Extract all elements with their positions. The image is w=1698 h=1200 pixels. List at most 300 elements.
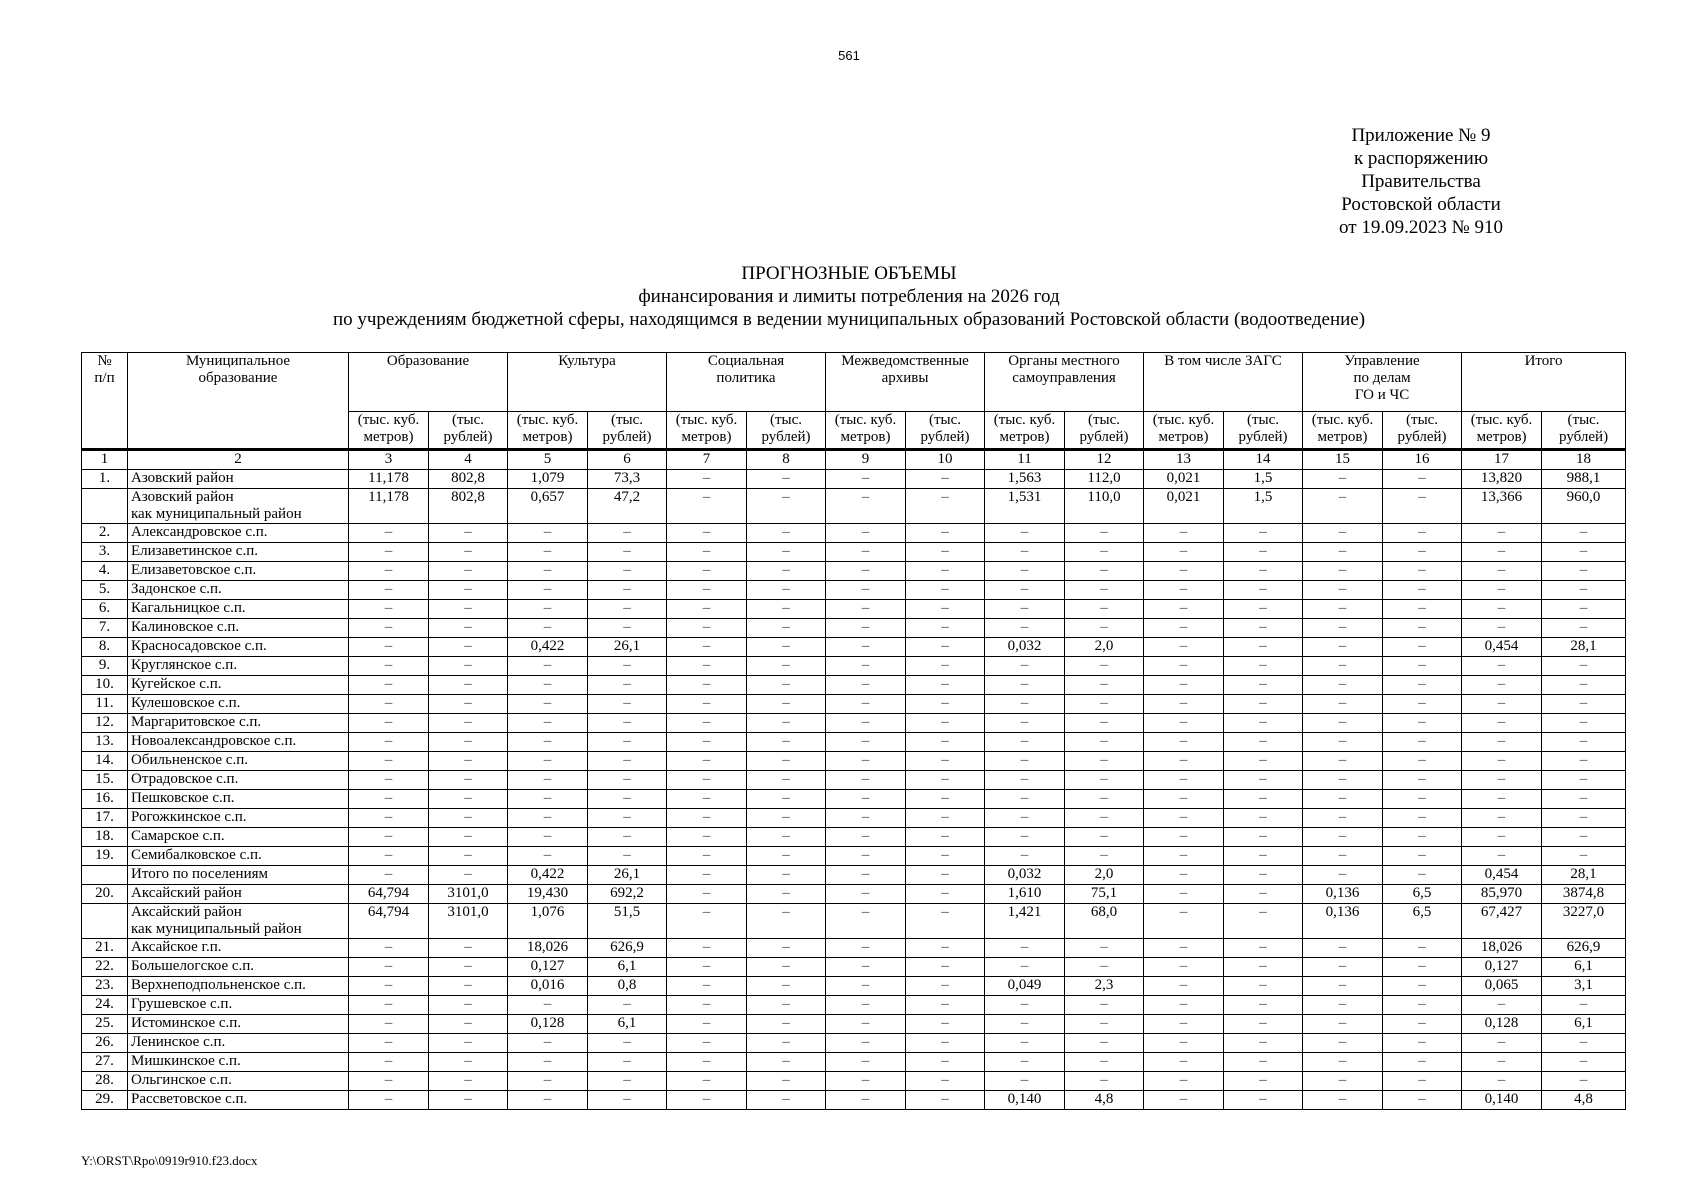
- title-line: финансирования и лимиты потребления на 2026 год: [638, 286, 1060, 307]
- value-cell: –: [588, 657, 667, 676]
- value-cell: –: [826, 695, 906, 714]
- value-cell: –: [747, 866, 826, 885]
- footer-file-path: Y:\ORST\Rpo\0919r910.f23.docx: [81, 1153, 258, 1168]
- value-cell: –: [429, 847, 508, 866]
- row-number: 25.: [82, 1015, 128, 1034]
- value-cell: –: [429, 752, 508, 771]
- value-cell: 0,422: [508, 866, 588, 885]
- table-row: [82, 1034, 1626, 1053]
- value-cell: –: [1462, 752, 1542, 771]
- value-cell: –: [906, 958, 985, 977]
- value-cell: 0,065: [1462, 977, 1542, 996]
- forecast-table: [81, 352, 1626, 1110]
- value-cell: 85,970: [1462, 885, 1542, 904]
- municipality-name: Мишкинское с.п.: [128, 1053, 349, 1072]
- value-cell: –: [906, 847, 985, 866]
- value-cell: –: [1303, 619, 1383, 638]
- table-row: [82, 1015, 1626, 1034]
- value-cell: –: [1224, 904, 1303, 939]
- value-cell: –: [747, 524, 826, 543]
- value-cell: –: [1542, 771, 1626, 790]
- value-cell: 626,9: [588, 939, 667, 958]
- value-cell: –: [588, 714, 667, 733]
- value-cell: –: [1224, 809, 1303, 828]
- value-cell: –: [429, 771, 508, 790]
- value-cell: –: [1542, 543, 1626, 562]
- value-cell: –: [1462, 600, 1542, 619]
- value-cell: –: [667, 996, 747, 1015]
- municipality-name: Маргаритовское с.п.: [128, 714, 349, 733]
- value-cell: –: [1383, 1034, 1462, 1053]
- table-row: [82, 543, 1626, 562]
- value-cell: 0,8: [588, 977, 667, 996]
- column-number: 14: [1224, 450, 1303, 470]
- value-cell: –: [747, 733, 826, 752]
- row-number: 18.: [82, 828, 128, 847]
- row-number: 14.: [82, 752, 128, 771]
- municipality-name: Азовский район: [128, 470, 349, 489]
- value-cell: –: [906, 581, 985, 600]
- row-number: 16.: [82, 790, 128, 809]
- value-cell: –: [1542, 581, 1626, 600]
- value-cell: –: [826, 676, 906, 695]
- value-cell: –: [906, 562, 985, 581]
- value-cell: –: [1224, 885, 1303, 904]
- value-cell: –: [826, 657, 906, 676]
- value-cell: –: [1144, 562, 1224, 581]
- value-cell: –: [1462, 1034, 1542, 1053]
- value-cell: –: [429, 657, 508, 676]
- value-cell: –: [429, 714, 508, 733]
- value-cell: –: [429, 958, 508, 977]
- municipality-name: Итого по поселениям: [128, 866, 349, 885]
- unit-volume-header: (тыс. куб. метров): [1144, 412, 1224, 450]
- value-cell: –: [1144, 752, 1224, 771]
- table-row: [82, 828, 1626, 847]
- value-cell: –: [1383, 489, 1462, 524]
- value-cell: –: [985, 1072, 1065, 1091]
- value-cell: –: [1144, 977, 1224, 996]
- municipality-name: Ленинское с.п.: [128, 1034, 349, 1053]
- title-line: ПРОГНОЗНЫЕ ОБЪЕМЫ: [741, 263, 957, 284]
- table-row: [82, 958, 1626, 977]
- table-row: [82, 562, 1626, 581]
- value-cell: –: [1065, 828, 1144, 847]
- table-row: [82, 600, 1626, 619]
- value-cell: –: [1144, 714, 1224, 733]
- header-group: Культура: [508, 353, 667, 412]
- value-cell: –: [826, 1034, 906, 1053]
- value-cell: –: [1303, 771, 1383, 790]
- value-cell: –: [667, 828, 747, 847]
- value-cell: –: [349, 714, 429, 733]
- value-cell: –: [906, 489, 985, 524]
- value-cell: –: [1303, 657, 1383, 676]
- value-cell: –: [1065, 790, 1144, 809]
- value-cell: –: [747, 1053, 826, 1072]
- value-cell: –: [588, 676, 667, 695]
- value-cell: –: [1303, 958, 1383, 977]
- value-cell: –: [667, 470, 747, 489]
- value-cell: –: [1462, 524, 1542, 543]
- value-cell: –: [508, 676, 588, 695]
- value-cell: –: [1383, 733, 1462, 752]
- value-cell: –: [1065, 809, 1144, 828]
- header-group: В том числе ЗАГС: [1144, 353, 1303, 412]
- value-cell: –: [985, 809, 1065, 828]
- value-cell: –: [1144, 904, 1224, 939]
- column-number: 3: [349, 450, 429, 470]
- value-cell: –: [1383, 676, 1462, 695]
- value-cell: –: [429, 638, 508, 657]
- value-cell: –: [1383, 958, 1462, 977]
- table-row: [82, 790, 1626, 809]
- row-number: 22.: [82, 958, 128, 977]
- value-cell: –: [826, 958, 906, 977]
- value-cell: –: [429, 866, 508, 885]
- value-cell: –: [1224, 1034, 1303, 1053]
- column-number: 11: [985, 450, 1065, 470]
- unit-volume-header: (тыс. куб. метров): [349, 412, 429, 450]
- value-cell: 1,610: [985, 885, 1065, 904]
- value-cell: 112,0: [1065, 470, 1144, 489]
- unit-volume-header: (тыс. куб. метров): [1303, 412, 1383, 450]
- value-cell: –: [1224, 695, 1303, 714]
- value-cell: –: [349, 1072, 429, 1091]
- row-number: 4.: [82, 562, 128, 581]
- municipality-name: Александровское с.п.: [128, 524, 349, 543]
- value-cell: 18,026: [1462, 939, 1542, 958]
- value-cell: –: [1542, 657, 1626, 676]
- municipality-name: Красносадовское с.п.: [128, 638, 349, 657]
- municipality-name: Азовский район как муниципальный район: [128, 489, 349, 524]
- appendix-line: от 19.09.2023 № 910: [1339, 217, 1503, 238]
- unit-money-header: (тыс. рублей): [429, 412, 508, 450]
- value-cell: –: [1065, 657, 1144, 676]
- value-cell: 6,1: [588, 1015, 667, 1034]
- value-cell: 0,454: [1462, 866, 1542, 885]
- value-cell: –: [906, 939, 985, 958]
- value-cell: –: [1383, 619, 1462, 638]
- value-cell: 4,8: [1065, 1091, 1144, 1110]
- value-cell: –: [508, 809, 588, 828]
- value-cell: –: [1065, 771, 1144, 790]
- value-cell: –: [826, 581, 906, 600]
- value-cell: 988,1: [1542, 470, 1626, 489]
- value-cell: –: [906, 657, 985, 676]
- value-cell: –: [1303, 828, 1383, 847]
- header-group: Межведомственные архивы: [826, 353, 985, 412]
- value-cell: –: [1224, 524, 1303, 543]
- value-cell: –: [349, 1053, 429, 1072]
- value-cell: 0,032: [985, 866, 1065, 885]
- value-cell: –: [1383, 809, 1462, 828]
- value-cell: –: [349, 847, 429, 866]
- value-cell: –: [1383, 866, 1462, 885]
- value-cell: –: [1065, 958, 1144, 977]
- value-cell: –: [1462, 809, 1542, 828]
- value-cell: –: [1065, 752, 1144, 771]
- value-cell: –: [1224, 581, 1303, 600]
- value-cell: –: [747, 904, 826, 939]
- value-cell: –: [667, 977, 747, 996]
- value-cell: –: [508, 752, 588, 771]
- value-cell: 6,1: [1542, 1015, 1626, 1034]
- header-group: Управление по делам ГО и ЧС: [1303, 353, 1462, 412]
- value-cell: –: [906, 524, 985, 543]
- value-cell: –: [1144, 638, 1224, 657]
- value-cell: –: [747, 714, 826, 733]
- column-number: 12: [1065, 450, 1144, 470]
- value-cell: –: [906, 809, 985, 828]
- value-cell: –: [1462, 676, 1542, 695]
- value-cell: –: [1065, 996, 1144, 1015]
- municipality-name: Кагальницкое с.п.: [128, 600, 349, 619]
- value-cell: –: [1144, 581, 1224, 600]
- unit-volume-header: (тыс. куб. метров): [1462, 412, 1542, 450]
- value-cell: –: [588, 809, 667, 828]
- value-cell: –: [1462, 695, 1542, 714]
- value-cell: –: [1383, 657, 1462, 676]
- value-cell: –: [349, 958, 429, 977]
- value-cell: –: [1383, 847, 1462, 866]
- value-cell: –: [667, 714, 747, 733]
- value-cell: –: [1303, 1034, 1383, 1053]
- municipality-name: Кугейское с.п.: [128, 676, 349, 695]
- value-cell: –: [508, 524, 588, 543]
- value-cell: –: [906, 1053, 985, 1072]
- column-number: 17: [1462, 450, 1542, 470]
- value-cell: –: [1542, 524, 1626, 543]
- value-cell: –: [1224, 1091, 1303, 1110]
- value-cell: –: [349, 619, 429, 638]
- value-cell: –: [588, 828, 667, 847]
- value-cell: –: [985, 524, 1065, 543]
- value-cell: –: [349, 562, 429, 581]
- value-cell: –: [1383, 939, 1462, 958]
- value-cell: –: [826, 809, 906, 828]
- value-cell: 3874,8: [1542, 885, 1626, 904]
- value-cell: 0,049: [985, 977, 1065, 996]
- value-cell: –: [429, 1034, 508, 1053]
- municipality-name: Аксайский район как муниципальный район: [128, 904, 349, 939]
- value-cell: –: [349, 790, 429, 809]
- value-cell: –: [1224, 752, 1303, 771]
- value-cell: –: [1542, 1034, 1626, 1053]
- value-cell: –: [667, 1072, 747, 1091]
- header-group: Органы местного самоуправления: [985, 353, 1144, 412]
- value-cell: –: [906, 885, 985, 904]
- value-cell: 960,0: [1542, 489, 1626, 524]
- value-cell: –: [747, 657, 826, 676]
- value-cell: –: [1383, 543, 1462, 562]
- municipality-name: Самарское с.п.: [128, 828, 349, 847]
- value-cell: 1,079: [508, 470, 588, 489]
- value-cell: 802,8: [429, 489, 508, 524]
- row-number: 17.: [82, 809, 128, 828]
- value-cell: –: [1144, 828, 1224, 847]
- column-number: 8: [747, 450, 826, 470]
- municipality-name: Елизаветинское с.п.: [128, 543, 349, 562]
- municipality-name: Калиновское с.п.: [128, 619, 349, 638]
- value-cell: –: [349, 581, 429, 600]
- value-cell: –: [826, 847, 906, 866]
- value-cell: –: [1542, 733, 1626, 752]
- value-cell: –: [1224, 638, 1303, 657]
- value-cell: –: [1383, 977, 1462, 996]
- value-cell: –: [508, 543, 588, 562]
- municipality-name: Новоалександровское с.п.: [128, 733, 349, 752]
- value-cell: –: [747, 977, 826, 996]
- value-cell: –: [826, 489, 906, 524]
- value-cell: –: [1303, 790, 1383, 809]
- value-cell: 47,2: [588, 489, 667, 524]
- table-row: [82, 996, 1626, 1015]
- row-number: 6.: [82, 600, 128, 619]
- value-cell: –: [985, 958, 1065, 977]
- value-cell: –: [906, 790, 985, 809]
- table-row: [82, 939, 1626, 958]
- value-cell: –: [1542, 828, 1626, 847]
- value-cell: –: [667, 939, 747, 958]
- value-cell: –: [349, 1091, 429, 1110]
- value-cell: –: [1303, 939, 1383, 958]
- value-cell: –: [906, 752, 985, 771]
- value-cell: 0,140: [985, 1091, 1065, 1110]
- value-cell: –: [588, 619, 667, 638]
- value-cell: 1,5: [1224, 470, 1303, 489]
- value-cell: –: [985, 790, 1065, 809]
- value-cell: –: [1303, 733, 1383, 752]
- unit-volume-header: (тыс. куб. метров): [985, 412, 1065, 450]
- value-cell: –: [667, 958, 747, 977]
- value-cell: 0,454: [1462, 638, 1542, 657]
- value-cell: –: [1065, 581, 1144, 600]
- value-cell: –: [1383, 562, 1462, 581]
- value-cell: –: [508, 695, 588, 714]
- value-cell: 1,421: [985, 904, 1065, 939]
- value-cell: –: [1542, 790, 1626, 809]
- row-number: 12.: [82, 714, 128, 733]
- value-cell: –: [1065, 600, 1144, 619]
- value-cell: –: [1224, 939, 1303, 958]
- row-number: [82, 904, 128, 939]
- value-cell: 64,794: [349, 885, 429, 904]
- value-cell: –: [667, 1034, 747, 1053]
- value-cell: –: [667, 524, 747, 543]
- row-number: 21.: [82, 939, 128, 958]
- value-cell: –: [1303, 600, 1383, 619]
- value-cell: –: [429, 733, 508, 752]
- value-cell: –: [1383, 771, 1462, 790]
- value-cell: –: [1224, 1053, 1303, 1072]
- value-cell: –: [667, 1091, 747, 1110]
- value-cell: –: [1542, 1072, 1626, 1091]
- value-cell: 19,430: [508, 885, 588, 904]
- value-cell: –: [1303, 543, 1383, 562]
- value-cell: –: [1144, 958, 1224, 977]
- row-number: 7.: [82, 619, 128, 638]
- value-cell: –: [1065, 676, 1144, 695]
- value-cell: –: [1383, 1015, 1462, 1034]
- value-cell: –: [588, 1072, 667, 1091]
- table-row: [82, 676, 1626, 695]
- value-cell: –: [429, 676, 508, 695]
- value-cell: –: [826, 714, 906, 733]
- value-cell: –: [747, 790, 826, 809]
- value-cell: 1,5: [1224, 489, 1303, 524]
- value-cell: –: [1383, 470, 1462, 489]
- value-cell: –: [1144, 695, 1224, 714]
- value-cell: –: [906, 1034, 985, 1053]
- value-cell: –: [1224, 1015, 1303, 1034]
- value-cell: –: [906, 733, 985, 752]
- unit-volume-header: (тыс. куб. метров): [826, 412, 906, 450]
- value-cell: –: [1224, 866, 1303, 885]
- table-row: [82, 847, 1626, 866]
- value-cell: –: [588, 581, 667, 600]
- value-cell: –: [985, 752, 1065, 771]
- value-cell: –: [985, 600, 1065, 619]
- value-cell: –: [826, 524, 906, 543]
- column-number: 6: [588, 450, 667, 470]
- value-cell: –: [508, 828, 588, 847]
- value-cell: –: [429, 790, 508, 809]
- value-cell: –: [667, 790, 747, 809]
- table-row: [82, 714, 1626, 733]
- row-number: 24.: [82, 996, 128, 1015]
- value-cell: –: [985, 619, 1065, 638]
- table-row: [82, 885, 1626, 904]
- value-cell: –: [349, 809, 429, 828]
- value-cell: 28,1: [1542, 866, 1626, 885]
- value-cell: –: [906, 619, 985, 638]
- value-cell: –: [508, 1053, 588, 1072]
- table-row: [82, 809, 1626, 828]
- value-cell: –: [906, 1072, 985, 1091]
- value-cell: –: [588, 790, 667, 809]
- value-cell: –: [429, 562, 508, 581]
- value-cell: –: [826, 977, 906, 996]
- value-cell: –: [429, 600, 508, 619]
- column-numbers-row: [82, 450, 1626, 470]
- row-number: [82, 866, 128, 885]
- value-cell: –: [985, 828, 1065, 847]
- value-cell: –: [1303, 562, 1383, 581]
- value-cell: –: [985, 939, 1065, 958]
- value-cell: –: [747, 809, 826, 828]
- row-number: 15.: [82, 771, 128, 790]
- value-cell: –: [1065, 733, 1144, 752]
- value-cell: –: [826, 866, 906, 885]
- column-number: 7: [667, 450, 747, 470]
- value-cell: –: [1144, 1091, 1224, 1110]
- value-cell: 0,140: [1462, 1091, 1542, 1110]
- value-cell: –: [1542, 676, 1626, 695]
- value-cell: 2,3: [1065, 977, 1144, 996]
- value-cell: –: [1542, 600, 1626, 619]
- value-cell: –: [1383, 1091, 1462, 1110]
- header-group: Образование: [349, 353, 508, 412]
- value-cell: –: [1144, 1015, 1224, 1034]
- value-cell: –: [1303, 752, 1383, 771]
- unit-volume-header: (тыс. куб. метров): [667, 412, 747, 450]
- value-cell: –: [1542, 695, 1626, 714]
- value-cell: 0,136: [1303, 885, 1383, 904]
- municipality-name: Большелогское с.п.: [128, 958, 349, 977]
- value-cell: –: [826, 619, 906, 638]
- value-cell: 6,1: [1542, 958, 1626, 977]
